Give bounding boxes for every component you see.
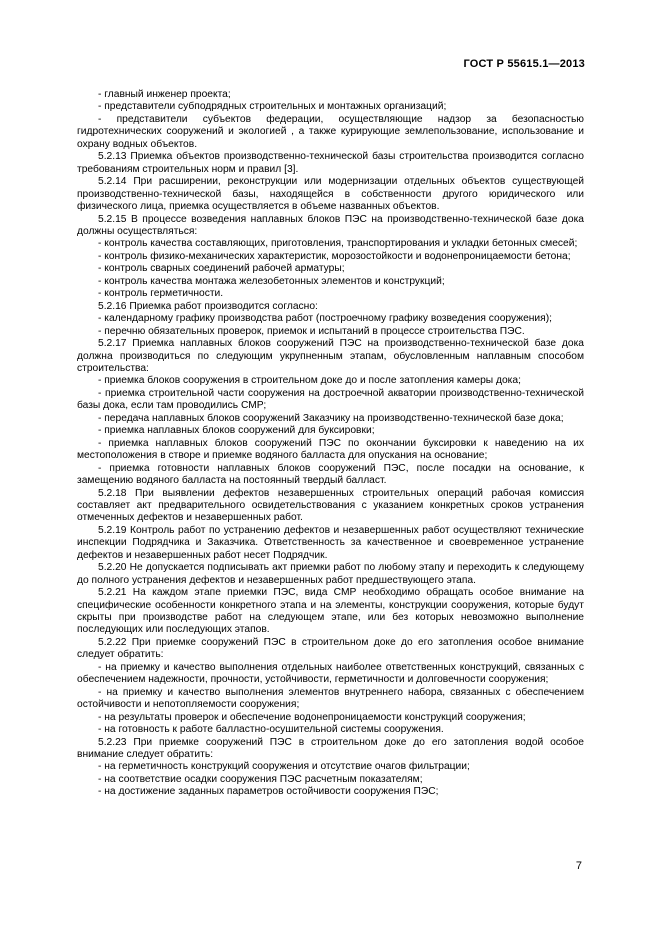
paragraph-list-item: - главный инженер проекта; (98, 89, 231, 100)
page-number: 7 (575, 860, 582, 872)
paragraph-list-item: - приемка наплавных блоков сооружений ПЭС по окончании буксировки к наведению на их местоположения в створе и приемке водяного балласта для опускания на основание; (77, 437, 584, 462)
paragraph-list-item: - на приемку и качество выполнения отдельных наиболее ответственных конструкций, связанных с обеспечением надежности, прочности, устойчивости, герметичности и долговечности сооружения; (77, 661, 584, 686)
paragraph-clause: 5.2.13 Приемка объектов производственно-технической базы строительства производится согласно требованиям строительных норм и правил [3]. (77, 151, 584, 175)
paragraph-clause: 5.2.18 При выявлении дефектов незавершенных строительных операций рабочая комиссия составляет акт предварительного освидетельствования с указанием конкретных сроков устранения отмеченных дефектов и незавершенных работ. (77, 487, 584, 524)
paragraph-clause: 5.2.20 Не допускается подписывать акт приемки работ по любому этапу и переходить к следующему до полного устранения дефектов и незавершенных работ предшествующего этапа. (77, 562, 584, 586)
paragraph-list-item: - приемка строительной части сооружения на достроечной акватории производственно-технической базы дока, если там проводились СМР; (77, 387, 584, 412)
paragraph-list-item: - приемка наплавных блоков сооружений для буксировки; (98, 425, 375, 437)
paragraph-clause: 5.2.16 Приемка работ производится согласно: (98, 300, 318, 312)
paragraph-list-item: - контроль сварных соединений рабочей арматуры; (98, 263, 345, 275)
document-header: ГОСТ Р 55615.1—2013 (463, 58, 585, 70)
paragraph-list-item: - на соответствие осадки сооружения ПЭС расчетным показателям; (98, 773, 423, 785)
paragraph-list-item: - на достижение заданных параметров остойчивости сооружения ПЭС; (98, 786, 439, 798)
paragraph-list-item: - перечню обязательных проверок, приемок и испытаний в процессе строительства ПЭС. (98, 325, 525, 337)
paragraph-list-item: - контроль герметичности. (98, 288, 224, 300)
paragraph-clause: 5.2.19 Контроль работ по устранению дефектов и незавершенных работ осуществляют технические инспекции Подрядчика и Заказчика. Ответственность за качественное и своевременное устранение дефектов и незавершенных работ несет Подрядчик. (77, 524, 584, 561)
paragraph-clause: 5.2.14 При расширении, реконструкции или модернизации отдельных объектов существующей производственно-технической базы, находящейся в собственности другого юридического или физического лица, приемка осуществляется в объеме названных объектов. (77, 176, 584, 213)
paragraph-clause: 5.2.15 В процессе возведения наплавных блоков ПЭС на производственно-технической базе дока должны осуществляться: (77, 213, 584, 237)
paragraph-list-item: - на готовность к работе балластно-осушительной системы сооружения. (98, 724, 444, 736)
paragraph-list-item: - контроль качества составляющих, приготовления, транспортирования и укладки бетонных смесей; (98, 238, 578, 250)
paragraph-list-item: - представители субподрядных строительных и монтажных организаций; (98, 101, 447, 113)
paragraph-list-item: - передача наплавных блоков сооружений Заказчику на производственно-технической базе дока; (98, 412, 564, 424)
paragraph-list-item: - на результаты проверок и обеспечение водонепроницаемости конструкций сооружения; (98, 711, 526, 723)
paragraph-list-item: - представители субъектов федерации, осуществляющие надзор за безопасностью гидротехнических сооружений и экологией , а также курирующие землепользование, использование и охрану водных объектов. (77, 113, 584, 150)
document-body (77, 89, 584, 799)
paragraph-clause: 5.2.17 Приемка наплавных блоков сооружений ПЭС на производственно-технической базе дока должна производиться по следующим укрупненным этапам, обусловленным наплавным способом строительства: (77, 338, 584, 374)
paragraph-list-item: - приемка блоков сооружения в строительном доке до и после затопления камеры дока; (98, 375, 521, 387)
paragraph-clause: 5.2.22 При приемке сооружений ПЭС в строительном доке до его затопления особое внимание следует обратить: (77, 636, 584, 661)
paragraph-list-item: - на герметичность конструкций сооружения и отсутствие очагов фильтрации; (98, 761, 470, 773)
paragraph-list-item: - на приемку и качество выполнения элементов внутреннего набора, связанных с обеспечением остойчивости и непотопляемости сооружения; (77, 686, 584, 711)
paragraph-list-item: - контроль физико-механических характеристик, морозостойкости и водонепроницаемости бетона; (98, 250, 571, 262)
paragraph-list-item: - контроль качества монтажа железобетонных элементов и конструкций; (98, 275, 445, 287)
paragraph-list-item: - приемка готовности наплавных блоков сооружений ПЭС, после посадки на основание, к замещению водяного балласта на постоянный твердый балласт. (77, 462, 584, 487)
paragraph-clause: 5.2.23 При приемке сооружений ПЭС в строительном доке до его затопления водой особое внимание следует обратить: (77, 736, 584, 761)
paragraph-clause: 5.2.21 На каждом этапе приемки ПЭС, вида СМР необходимо обращать особое внимание на специфические особенности конкретного этапа и на элементы, конструкции сооружения, которые будут скрыты при производстве работ на следующем этапе, или без которых невозможно выполнение последующих или последующих этапов. (77, 587, 584, 636)
paragraph-list-item: - календарному графику производства работ (построечному графику возведения сооружения); (98, 313, 552, 325)
